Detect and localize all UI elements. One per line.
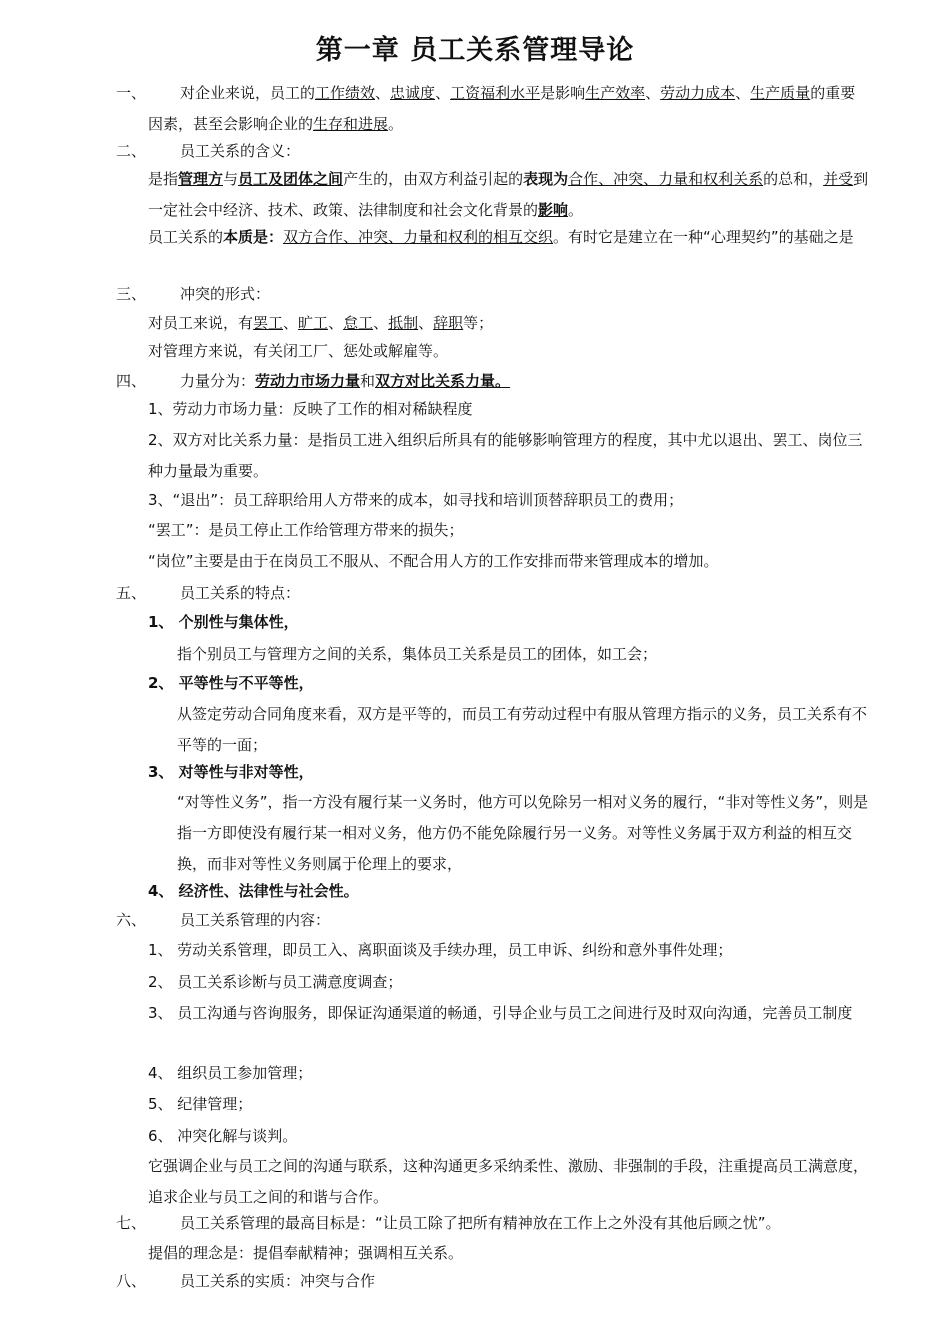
feature-1-heading: 1、 个别性与集体性， [148, 613, 299, 631]
text-run: 、 [283, 314, 299, 332]
section-4-heading [180, 366, 510, 396]
section-7-heading: 员工关系管理的最高目标是：“让员工除了把所有精神放在工作上之外没有其他后顾之忧”。 [180, 1214, 781, 1232]
section-1-text [148, 78, 870, 140]
text-run: 。有时它是建立在一种“心理契约”的基础之是 [553, 228, 854, 246]
section-2-number: 二、 [116, 142, 147, 160]
content-item-4: 4、 组织员工参加管理； [148, 1064, 313, 1082]
feature-3-heading: 3、 对等性与非对等性， [148, 763, 314, 781]
feature-4-heading: 4、 经济性、法律性与社会性。 [148, 882, 359, 900]
text-run: 等； [463, 314, 494, 332]
text-run: 抵制 [388, 314, 419, 332]
text-run: 罢工 [253, 314, 284, 332]
text-run: 、 [435, 84, 451, 102]
text-run: 合作、冲突、力量和权利关系 [568, 170, 764, 188]
text-run: 忠诚度 [390, 84, 436, 102]
content-item-6: 6、 冲突化解与谈判。 [148, 1127, 298, 1145]
text-run: 、 [645, 84, 661, 102]
text-run: 产生的，由双方利益引起的 [343, 170, 524, 188]
text-run: 、 [418, 314, 434, 332]
text-run: 对企业来说，员工的 [180, 84, 316, 102]
text-run: 、 [735, 84, 751, 102]
text-run: 对员工来说，有 [148, 314, 254, 332]
text-run: 旷工 [298, 314, 329, 332]
section-3-number: 三、 [116, 285, 147, 303]
text-run: 。 [568, 201, 584, 219]
section-3-heading: 冲突的形式： [180, 285, 271, 303]
text-run: 双方对比关系力量。 [375, 372, 511, 390]
conflict-employee-line [148, 308, 870, 338]
content-item-1: 1、 劳动关系管理，即员工入、离职面谈及手续办理，员工申诉、纠纷和意外事件处理； [148, 941, 733, 959]
text-run: 劳动力成本 [660, 84, 736, 102]
text-run: 管理方 [178, 170, 224, 188]
text-run: 生存和进展 [313, 115, 389, 133]
section-8-heading: 员工关系的实质：冲突与合作 [180, 1272, 376, 1290]
text-run: 生产效率 [585, 84, 646, 102]
text-run: 是指 [148, 170, 179, 188]
power-item-1: 1、劳动力市场力量：反映了工作的相对稀缺程度 [148, 400, 473, 418]
section-5-number: 五、 [116, 584, 147, 602]
text-run: 怠工 [343, 314, 374, 332]
text-run: 员工关系的 [148, 228, 224, 246]
section-4-number: 四、 [116, 372, 147, 390]
section-7-number: 七、 [116, 1214, 147, 1232]
text-run: 本质是： [223, 228, 284, 246]
text-run: 工资福利水平 [450, 84, 541, 102]
text-run: 、 [328, 314, 344, 332]
text-run: 的重要因素，甚至会影响企业的 [148, 84, 856, 133]
feature-1-text: 指个别员工与管理方之间的关系，集体员工关系是员工的团体，如工会； [177, 645, 658, 663]
section-1-number: 一、 [116, 84, 147, 102]
section-8-number: 八、 [116, 1272, 147, 1290]
section-2-essence [148, 222, 870, 253]
text-run: 表现为 [523, 170, 569, 188]
text-run: 双方合作、冲突、力量和权利的相互交织 [283, 228, 554, 246]
text-run: 与 [223, 170, 239, 188]
text-run: 生产质量 [750, 84, 811, 102]
text-run: 影响 [538, 201, 569, 219]
text-run: 工作绩效 [315, 84, 376, 102]
section-5-heading: 员工关系的特点： [180, 584, 301, 602]
section-6-heading: 员工关系管理的内容： [180, 911, 331, 929]
text-run: 力量分为： [180, 372, 256, 390]
power-strike-line: “罢工”：是员工停止工作给管理方带来的损失； [148, 521, 464, 539]
conflict-management-line: 对管理方来说，有关闭工厂、惩处或解雇等。 [148, 342, 449, 360]
text-run: 是影响 [540, 84, 586, 102]
section-2-definition [148, 164, 870, 226]
text-run: 的总和， [763, 170, 824, 188]
feature-3-text: “对等性义务”，指一方没有履行某一义务时，他方可以免除另一相对义务的履行，“非对等性义务”，则是指一方即使没有履行某一相对义务，他方仍不能免除履行另一义务。对等性义务属于双方利益的相互交换，而非对等性义务则属于伦理上的要求， [177, 793, 869, 873]
text-run: 员工及团体之间 [238, 170, 344, 188]
content-summary: 它强调企业与员工之间的沟通与联系，这种沟通更多采纳柔性、激励、非强制的手段，注重提高员工满意度，追求企业与员工之间的和谐与合作。 [148, 1157, 869, 1206]
power-position-line: “岗位”主要是由于在岗员工不服从、不配合用人方的工作安排而带来管理成本的增加。 [148, 552, 719, 570]
section-2-heading: 员工关系的含义： [180, 142, 301, 160]
text-run: 、 [375, 84, 391, 102]
content-item-5: 5、 纪律管理； [148, 1095, 253, 1113]
chapter-title: 第一章 员工关系管理导论 [315, 35, 635, 66]
feature-2-text: 从签定劳动合同角度来看，双方是平等的，而员工有劳动过程中有服从管理方指示的义务，员工关系有不平等的一面； [177, 705, 868, 754]
content-item-3: 3、 员工沟通与咨询服务，即保证沟通渠道的畅通，引导企业与员工之间进行及时双向沟通，完善员工制度 [148, 1004, 853, 1022]
power-item-2: 2、双方对比关系力量：是指员工进入组织后所具有的能够影响管理方的程度，其中尤以退出、罢工、岗位三种力量最为重要。 [148, 431, 863, 480]
power-item-3: 3、“退出”：员工辞职给用人方带来的成本，如寻找和培训顶替辞职员工的费用； [148, 491, 684, 509]
text-run: 、 [373, 314, 389, 332]
text-run: 到一定社会中经济、技术、政策、法律制度和社会文化背景的 [148, 170, 869, 219]
section-7-philosophy: 提倡的理念是：提倡奉献精神；强调相互关系。 [148, 1244, 464, 1262]
text-run: 劳动力市场力量 [255, 372, 361, 390]
text-run: 和 [360, 372, 376, 390]
text-run: 辞职 [433, 314, 464, 332]
text-run: 。 [388, 115, 404, 133]
feature-2-heading: 2、 平等性与不平等性， [148, 674, 314, 692]
content-item-2: 2、 员工关系诊断与员工满意度调查； [148, 973, 403, 991]
section-6-number: 六、 [116, 911, 147, 929]
text-run: 并受 [823, 170, 854, 188]
